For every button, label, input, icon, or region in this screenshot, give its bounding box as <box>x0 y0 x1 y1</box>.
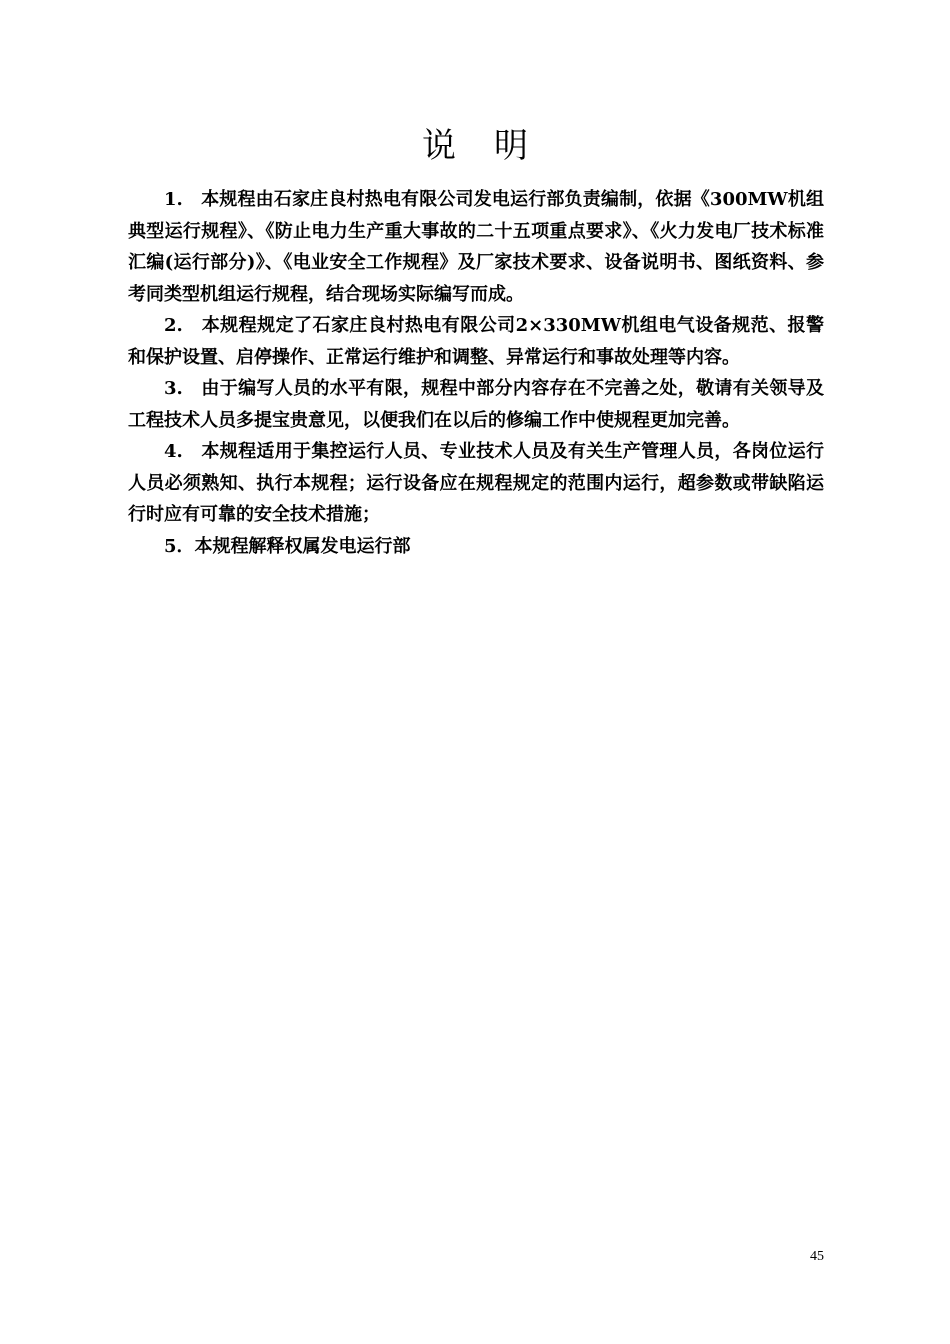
paragraph-1: 1. 本规程由石家庄良村热电有限公司发电运行部负责编制，依据《300MW机组典型运行规程》、《防止电力生产重大事故的二十五项重点要求》、《火力发电厂技术标准汇编(运行部分)》、《电业安全工作规程》及厂家技术要求、设备说明书、图纸资料、参考同类型机组运行规程，结合现场实际编写而成。 <box>128 189 824 305</box>
page-number: 45 <box>810 1249 824 1264</box>
paragraph-5: 5．本规程解释权属发电运行部 <box>164 535 411 557</box>
paragraph-2: 2. 本规程规定了石家庄良村热电有限公司2×330MW机组电气设备规范、报警和保护设置、启停操作、正常运行维护和调整、异常运行和事故处理等内容。 <box>128 315 824 368</box>
page-title: 说明 <box>422 126 566 166</box>
body-text <box>128 184 824 562</box>
paragraph-3: 3. 由于编写人员的水平有限，规程中部分内容存在不完善之处，敬请有关领导及工程技术人员多提宝贵意见，以便我们在以后的修编工作中使规程更加完善。 <box>128 378 824 431</box>
paragraph-4: 4. 本规程适用于集控运行人员、专业技术人员及有关生产管理人员，各岗位运行人员必须熟知、执行本规程；运行设备应在规程规定的范围内运行，超参数或带缺陷运行时应有可靠的安全技术措施； <box>128 441 824 525</box>
